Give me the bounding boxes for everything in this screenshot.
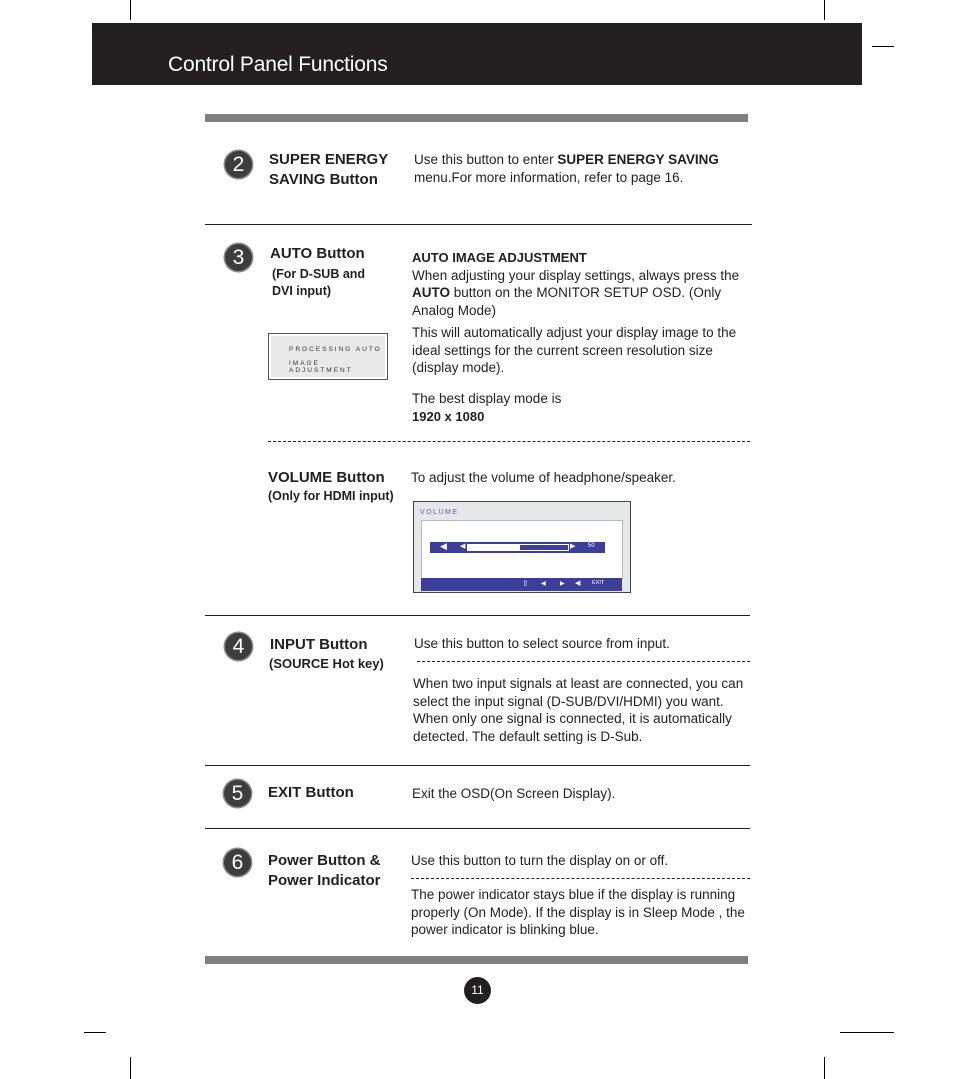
section-number-3: 3 — [225, 244, 252, 271]
exit-button-text: Exit the OSD(On Screen Display). — [412, 786, 616, 801]
volume-slider — [430, 542, 605, 553]
dashed-divider — [417, 661, 750, 662]
best-display-mode: 1920 x 1080 — [412, 409, 485, 424]
super-energy-saving-label: SUPER ENERGY SAVING Button — [269, 151, 389, 188]
page-number: 11 — [464, 977, 491, 1004]
right-arrow-icon: ▶ — [560, 581, 565, 587]
auto-para-1: When adjusting your display settings, always press the AUTO button on the MONITOR SETUP OSD. (Only Analog Mode) — [412, 267, 740, 318]
volume-button-label: VOLUME Button — [268, 469, 385, 486]
top-rule — [205, 114, 748, 122]
crop-mark — [130, 0, 131, 20]
volume-osd-box — [413, 501, 631, 593]
power-button-text-2: The power indicator stays blue if the display is running properly (On Mode). If the display is in Sleep Mode , the power indicator is blinking blue. — [411, 887, 745, 937]
volume-button-sublabel: (Only for HDMI input) — [268, 489, 394, 503]
volume-down-icon: ◀ — [460, 543, 466, 550]
crop-mark — [824, 0, 825, 20]
dashed-divider — [411, 878, 750, 879]
volume-osd-title: VOLUME — [420, 509, 459, 516]
page-title: Control Panel Functions — [168, 53, 388, 76]
auto-image-adjustment-heading: AUTO IMAGE ADJUSTMENT — [412, 250, 587, 265]
crop-mark — [84, 1032, 106, 1033]
section-number-5: 5 — [224, 780, 251, 807]
auto-button-description — [412, 249, 758, 426]
input-button-label: INPUT Button — [270, 636, 368, 653]
auto-para-2: This will automatically adjust your display image to the ideal settings for the current screen resolution size (display mode). — [412, 325, 737, 375]
crop-mark — [130, 1057, 131, 1079]
crop-mark — [840, 1032, 894, 1033]
section-divider — [205, 615, 750, 616]
volume-fill — [468, 545, 520, 550]
auto-button-sublabel: (For D-SUB and DVI input) — [272, 267, 366, 298]
volume-track — [467, 544, 569, 551]
dashed-divider — [268, 441, 750, 442]
input-button-text-1: Use this button to select source from input. — [414, 636, 670, 651]
auto-para-3: The best display mode is — [412, 390, 562, 406]
section-divider — [205, 828, 750, 829]
input-button-sublabel: (SOURCE Hot key) — [269, 656, 384, 671]
power-button-text-1: Use this button to turn the display on or off. — [411, 853, 669, 868]
home-icon: ⇧ — [522, 579, 529, 588]
section-number-6: 6 — [224, 849, 251, 876]
input-button-text-2: When two input signals at least are connected, you can select the input signal (D-SUB/DVI/HDMI) you want. When only one signal is connected, it is automatically detected. The default setting is D-Sub. — [413, 676, 744, 744]
left-arrow-icon: ◀ — [541, 581, 546, 587]
processing-osd-box: PROCESSING AUTO IMAGE ADJUSTMENT — [268, 333, 388, 380]
volume-button-text: To adjust the volume of headphone/speaker. — [411, 470, 676, 485]
crop-mark — [824, 1057, 825, 1079]
volume-osd-footer — [421, 578, 622, 591]
power-button-label: Power Button & Power Indicator — [268, 852, 381, 889]
bottom-rule — [205, 956, 748, 964]
speaker-small-icon: ◀ — [575, 580, 581, 587]
volume-value: 50 — [588, 543, 595, 549]
exit-label: EXIT — [592, 580, 605, 586]
section-divider — [205, 765, 750, 766]
section-number-2: 2 — [225, 151, 252, 178]
auto-button-label: AUTO Button — [270, 245, 365, 262]
speaker-icon: ◀ — [440, 541, 447, 551]
crop-mark — [872, 46, 894, 47]
volume-up-icon: ▶ — [570, 543, 576, 550]
super-energy-saving-text: Use this button to enter SUPER ENERGY SAVING menu.For more information, refer to page 16. — [414, 152, 719, 185]
section-number-4: 4 — [225, 633, 252, 660]
section-divider — [205, 224, 752, 225]
exit-button-label: EXIT Button — [268, 784, 354, 801]
